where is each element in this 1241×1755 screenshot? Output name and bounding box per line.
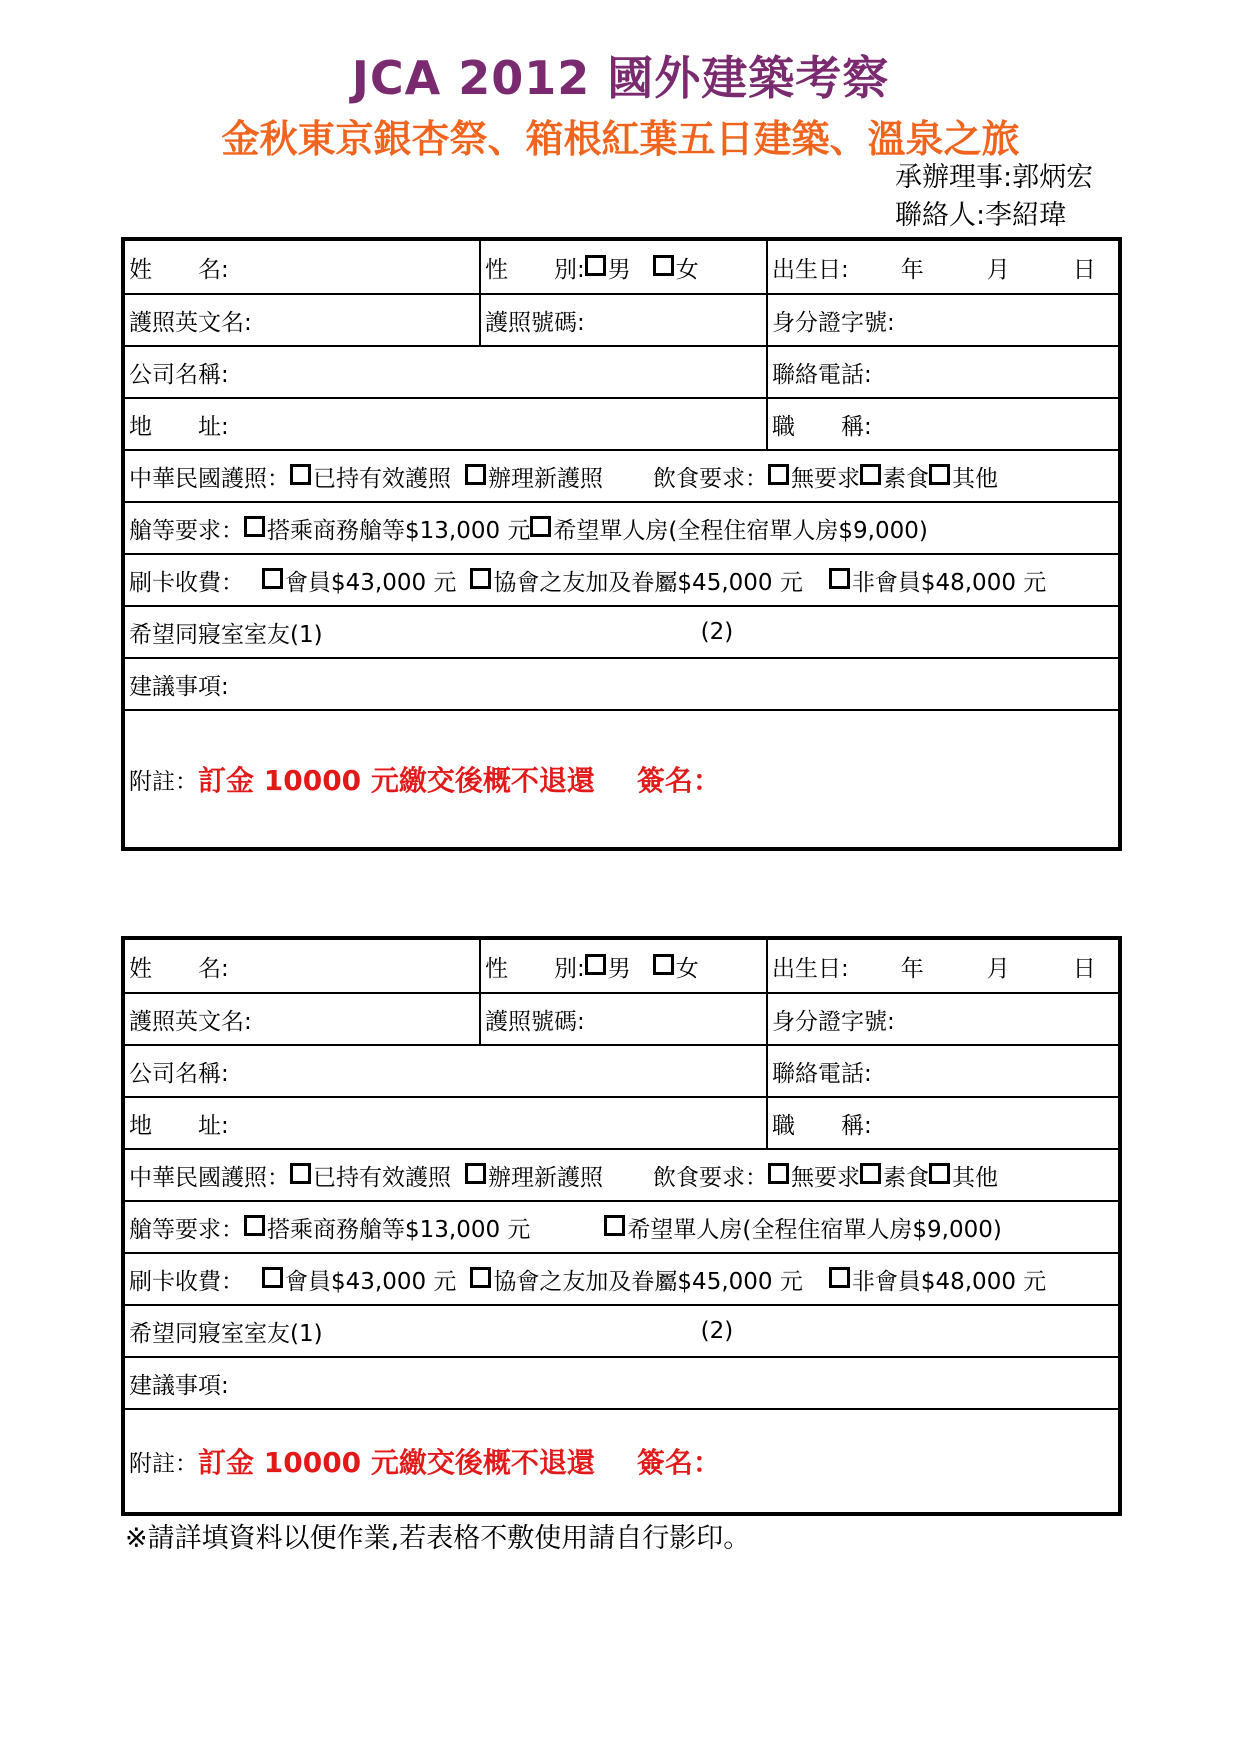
- suggestion-field[interactable]: [125, 1358, 1118, 1408]
- female-checkbox[interactable]: [653, 255, 674, 276]
- job-title-label: 職 稱:: [772, 413, 872, 440]
- note-label: 附註：: [129, 768, 198, 795]
- passport-valid-checkbox[interactable]: [290, 464, 311, 485]
- fee-friend-checkbox[interactable]: [470, 1267, 491, 1288]
- row-name: [125, 940, 1118, 994]
- cabin-cell: [125, 1202, 1118, 1252]
- day-label: 日: [1072, 256, 1096, 283]
- roommate-field[interactable]: [125, 607, 1118, 657]
- fee-member-label: 會員$43,000 元: [285, 1268, 457, 1295]
- passport-diet-cell: [125, 1150, 1118, 1200]
- row-suggestion: [125, 659, 1118, 711]
- passport-en-name-field[interactable]: [125, 994, 479, 1044]
- address-field[interactable]: [125, 1098, 766, 1148]
- page-title: JCA 2012 國外建築考察: [351, 51, 890, 105]
- phone-field[interactable]: [766, 1046, 1118, 1096]
- row-name: [125, 241, 1118, 295]
- diet-other-label: 其他: [952, 465, 998, 492]
- name-field[interactable]: [125, 940, 479, 992]
- cabin-business-checkbox[interactable]: [244, 1215, 265, 1236]
- passport-en-name-field[interactable]: [125, 295, 479, 345]
- id-no-field[interactable]: [766, 994, 1118, 1044]
- row-passport: [125, 295, 1118, 347]
- passport-no-label: 護照號碼:: [485, 309, 585, 336]
- birth-field[interactable]: [766, 940, 1118, 992]
- fee-friend-label: 協會之友加及眷屬$45,000 元: [493, 569, 803, 596]
- id-no-label: 身分證字號:: [772, 1008, 895, 1035]
- suggestion-label: 建議事項:: [129, 1372, 229, 1399]
- fee-label: 刷卡收費：: [129, 1268, 244, 1295]
- registration-form-2: [121, 936, 1122, 1516]
- signature-field[interactable]: 簽名：: [636, 764, 721, 797]
- fee-nonmember-checkbox[interactable]: [829, 1267, 850, 1288]
- name-label: 姓 名:: [129, 256, 229, 283]
- name-label: 姓 名:: [129, 955, 229, 982]
- diet-veg-checkbox[interactable]: [860, 1163, 881, 1184]
- female-label: 女: [675, 256, 699, 283]
- roommate-1-label: 希望同寢室室友(1): [129, 621, 323, 648]
- diet-veg-label: 素食: [883, 465, 929, 492]
- birth-label: 出生日:: [772, 256, 849, 283]
- passport-valid-label: 已持有效護照: [313, 1164, 451, 1191]
- fee-friend-label: 協會之友加及眷屬$45,000 元: [493, 1268, 803, 1295]
- single-room-label: 希望單人房(全程住宿單人房$9,000): [553, 517, 928, 544]
- gender-label: 性 別:: [485, 256, 585, 283]
- fee-friend-checkbox[interactable]: [470, 568, 491, 589]
- passport-new-label: 辦理新護照: [488, 1164, 603, 1191]
- organizer-text: 承辦理事:郭炳宏: [895, 162, 1094, 193]
- row-address: [125, 1098, 1118, 1150]
- male-label: 男: [607, 955, 631, 982]
- job-title-field[interactable]: [766, 399, 1118, 449]
- address-label: 地 址:: [129, 413, 229, 440]
- row-cabin: [125, 1202, 1118, 1254]
- company-field[interactable]: [125, 347, 766, 397]
- passport-new-checkbox[interactable]: [465, 464, 486, 485]
- diet-other-label: 其他: [952, 1164, 998, 1191]
- row-note: [125, 711, 1118, 847]
- footer-note: ※請詳填資料以便作業,若表格不敷使用請自行影印。: [125, 1523, 751, 1554]
- diet-none-checkbox[interactable]: [768, 1163, 789, 1184]
- month-label: 月: [986, 256, 1010, 283]
- month-label: 月: [986, 955, 1010, 982]
- fee-nonmember-label: 非會員$48,000 元: [851, 1268, 1047, 1295]
- passport-diet-cell: [125, 451, 1118, 501]
- row-fee: [125, 1254, 1118, 1306]
- row-passport-diet: [125, 1150, 1118, 1202]
- phone-field[interactable]: [766, 347, 1118, 397]
- roommate-2-label: (2): [700, 619, 734, 645]
- male-checkbox[interactable]: [585, 954, 606, 975]
- note-label: 附註：: [129, 1450, 198, 1477]
- gender-field: [479, 940, 766, 992]
- passport-new-label: 辦理新護照: [488, 465, 603, 492]
- single-room-label: 希望單人房(全程住宿單人房$9,000): [627, 1216, 1002, 1243]
- year-label: 年: [900, 955, 924, 982]
- diet-none-checkbox[interactable]: [768, 464, 789, 485]
- id-no-label: 身分證字號:: [772, 309, 895, 336]
- cabin-business-checkbox[interactable]: [244, 516, 265, 537]
- fee-nonmember-checkbox[interactable]: [829, 568, 850, 589]
- birth-field[interactable]: [766, 241, 1118, 293]
- roommate-1-label: 希望同寢室室友(1): [129, 1320, 323, 1347]
- passport-status-label: 中華民國護照：: [129, 465, 290, 492]
- cabin-label: 艙等要求：: [129, 1216, 244, 1243]
- name-field[interactable]: [125, 241, 479, 293]
- gender-label: 性 別:: [485, 955, 585, 982]
- deposit-note-text: 訂金 10000 元繳交後概不退還: [198, 764, 595, 797]
- diet-veg-label: 素食: [883, 1164, 929, 1191]
- cabin-business-label: 搭乘商務艙等$13,000 元: [267, 1216, 531, 1243]
- passport-no-field[interactable]: [479, 994, 766, 1044]
- row-passport: [125, 994, 1118, 1046]
- diet-label: 飲食要求：: [653, 465, 768, 492]
- page-subtitle: 金秋東京銀杏祭、箱根紅葉五日建築、溫泉之旅: [221, 117, 1020, 161]
- cabin-label: 艙等要求：: [129, 517, 244, 544]
- row-cabin: [125, 503, 1118, 555]
- suggestion-label: 建議事項:: [129, 673, 229, 700]
- passport-en-name-label: 護照英文名:: [129, 309, 252, 336]
- male-label: 男: [607, 256, 631, 283]
- passport-new-checkbox[interactable]: [465, 1163, 486, 1184]
- diet-other-checkbox[interactable]: [929, 1163, 950, 1184]
- male-checkbox[interactable]: [585, 255, 606, 276]
- address-label: 地 址:: [129, 1112, 229, 1139]
- fee-cell: [125, 1254, 1118, 1304]
- diet-none-label: 無要求: [791, 465, 860, 492]
- row-passport-diet: [125, 451, 1118, 503]
- address-field[interactable]: [125, 399, 766, 449]
- single-room-checkbox[interactable]: [604, 1215, 625, 1236]
- female-checkbox[interactable]: [653, 954, 674, 975]
- gender-field: [479, 241, 766, 293]
- phone-label: 聯絡電話:: [772, 1060, 872, 1087]
- roommate-field[interactable]: [125, 1306, 1118, 1356]
- roommate-2-label: (2): [700, 1318, 734, 1344]
- birth-label: 出生日:: [772, 955, 849, 982]
- registration-form-1: [121, 237, 1122, 851]
- row-suggestion: [125, 1358, 1118, 1410]
- passport-valid-checkbox[interactable]: [290, 1163, 311, 1184]
- row-fee: [125, 555, 1118, 607]
- single-room-checkbox[interactable]: [530, 516, 551, 537]
- fee-label: 刷卡收費：: [129, 569, 244, 596]
- note-cell: [125, 1410, 1118, 1512]
- company-field[interactable]: [125, 1046, 766, 1096]
- company-label: 公司名稱:: [129, 1060, 229, 1087]
- signature-field[interactable]: 簽名：: [636, 1446, 721, 1479]
- note-cell: [125, 711, 1118, 847]
- job-title-label: 職 稱:: [772, 1112, 872, 1139]
- row-company: [125, 1046, 1118, 1098]
- fee-member-checkbox[interactable]: [262, 568, 283, 589]
- passport-no-field[interactable]: [479, 295, 766, 345]
- deposit-note-text: 訂金 10000 元繳交後概不退還: [198, 1446, 595, 1479]
- cabin-business-label: 搭乘商務艙等$13,000 元: [267, 517, 531, 544]
- id-no-field[interactable]: [766, 295, 1118, 345]
- job-title-field[interactable]: [766, 1098, 1118, 1148]
- day-label: 日: [1072, 955, 1096, 982]
- fee-member-checkbox[interactable]: [262, 1267, 283, 1288]
- diet-veg-checkbox[interactable]: [860, 464, 881, 485]
- suggestion-field[interactable]: [125, 659, 1118, 709]
- cabin-cell: [125, 503, 1118, 553]
- row-roommate: [125, 1306, 1118, 1358]
- fee-nonmember-label: 非會員$48,000 元: [851, 569, 1047, 596]
- diet-other-checkbox[interactable]: [929, 464, 950, 485]
- passport-valid-label: 已持有效護照: [313, 465, 451, 492]
- female-label: 女: [675, 955, 699, 982]
- row-roommate: [125, 607, 1118, 659]
- row-address: [125, 399, 1118, 451]
- fee-cell: [125, 555, 1118, 605]
- contact-text: 聯絡人:李紹瑋: [895, 200, 1067, 231]
- passport-no-label: 護照號碼:: [485, 1008, 585, 1035]
- company-label: 公司名稱:: [129, 361, 229, 388]
- phone-label: 聯絡電話:: [772, 361, 872, 388]
- diet-none-label: 無要求: [791, 1164, 860, 1191]
- year-label: 年: [900, 256, 924, 283]
- fee-member-label: 會員$43,000 元: [285, 569, 457, 596]
- row-note: [125, 1410, 1118, 1512]
- diet-label: 飲食要求：: [653, 1164, 768, 1191]
- passport-status-label: 中華民國護照：: [129, 1164, 290, 1191]
- row-company: [125, 347, 1118, 399]
- passport-en-name-label: 護照英文名:: [129, 1008, 252, 1035]
